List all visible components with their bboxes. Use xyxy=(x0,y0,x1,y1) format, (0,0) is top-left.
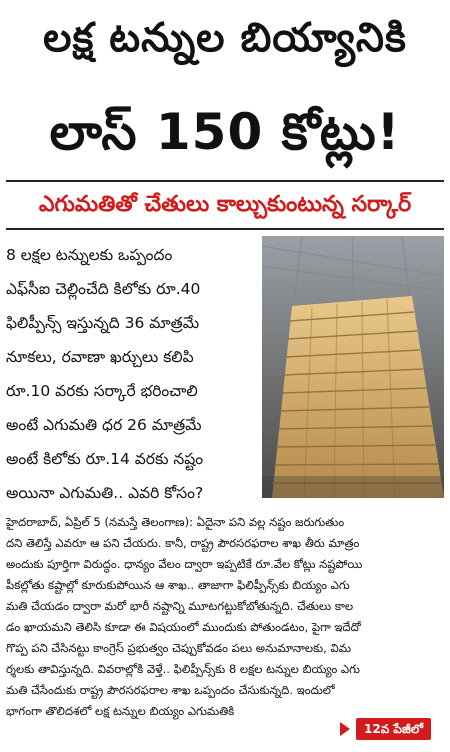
highlight-item: అయినా ఎగుమతి.. ఎవరి కోసం? xyxy=(6,484,204,502)
highlight-item: అంటే ఎగుమతి ధర 26 మాత్రమే xyxy=(6,416,202,434)
body-line: గొప్ప పని చేసినట్టు కాంగ్రెస్ ప్రభుత్వం చెప్పుకోవడం పలు అనుమానాలకు, విమ xyxy=(6,641,352,655)
highlight-item: 8 లక్షల టన్నులకు ఒప్పందం xyxy=(6,246,173,264)
highlights-list xyxy=(6,238,256,510)
body-line: ర్శలకు తావిస్తున్నది. వివరాల్లోకి వెళ్తే.. ఫిలిప్పీన్స్‌కు 8 లక్షల టన్నుల బియ్యం ఎగు xyxy=(6,662,360,676)
highlight-item: ఎఫ్‌సీఐ చెల్లించేది కిలోకు రూ.40 xyxy=(6,280,201,298)
subheadline: ఎగుమతితో చేతులు కాల్చుకుంటున్న సర్కార్ xyxy=(38,192,412,217)
continuation-arrow-icon xyxy=(340,722,350,736)
body-line: భాగంగా తొలిదశలో లక్ష టన్నుల బియ్యం ఎగుమతికి xyxy=(6,704,235,718)
rice-sacks-illustration xyxy=(262,236,444,498)
highlight-item: నూకలు, రవాణా ఖర్చులు కలిపి xyxy=(6,348,194,366)
body-line: హైదరాబాద్, ఏప్రిల్ 5 (నమస్తే తెలంగాణ): ఏదైనా పని వల్ల నష్టం జరుగుతుం xyxy=(6,515,345,529)
continuation-tag: 12వ పేజీలో xyxy=(356,718,431,740)
headline-line-2: లాస్ 150 కోట్లు! xyxy=(49,103,401,161)
body-line: మతి చేయడం ద్వారా మరో భారీ నష్టాన్ని మూటగట్టుకోబోతున్నది. చేతులు కాల xyxy=(6,599,354,613)
highlight-item: ఫిలిప్పీన్స్ ఇస్తున్నది 36 మాత్రమే xyxy=(6,314,200,332)
highlight-item: రూ.10 వరకు సర్కారే భరించాలి xyxy=(6,382,198,400)
body-line: డం ఖాయమని తెలిసి కూడా ఈ విషయంలో ముందుకు పోతుండటం, పైగా ఇదేదో xyxy=(6,620,361,634)
divider xyxy=(6,228,444,230)
article-body xyxy=(6,512,444,722)
headline-line-1: లక్ష టన్నుల బియ్యానికి xyxy=(43,15,407,61)
body-line: మతి చేసేందుకు రాష్ట్ర పౌరసరఫరాల శాఖ ఒప్పందం చేసుకున్నది. ఇందులో xyxy=(6,683,335,697)
body-line: దని తెలిస్తే ఎవరూ ఆ పని చేయరు. కానీ, రాష్ట్ర పౌరసరఫరాల శాఖ తీరు మాత్రం xyxy=(6,536,360,550)
body-line: అందుకు పూర్తిగా విరుద్ధం. ధాన్యం వేలం ద్వారా ఇప్పటికే రూ.వేల కోట్లు నష్టపోయి xyxy=(6,557,363,571)
divider xyxy=(6,180,444,182)
highlight-item: అంటే కిలోకు రూ.14 వరకు నష్టం xyxy=(6,450,204,468)
body-line: పీకల్లోతు కష్టాల్లో కూరుకుపోయిన ఆ శాఖ.. తాజాగా ఫిలిప్పీన్స్‌కు బియ్యం ఎగు xyxy=(6,578,350,592)
rice-sacks-photo xyxy=(262,236,444,498)
